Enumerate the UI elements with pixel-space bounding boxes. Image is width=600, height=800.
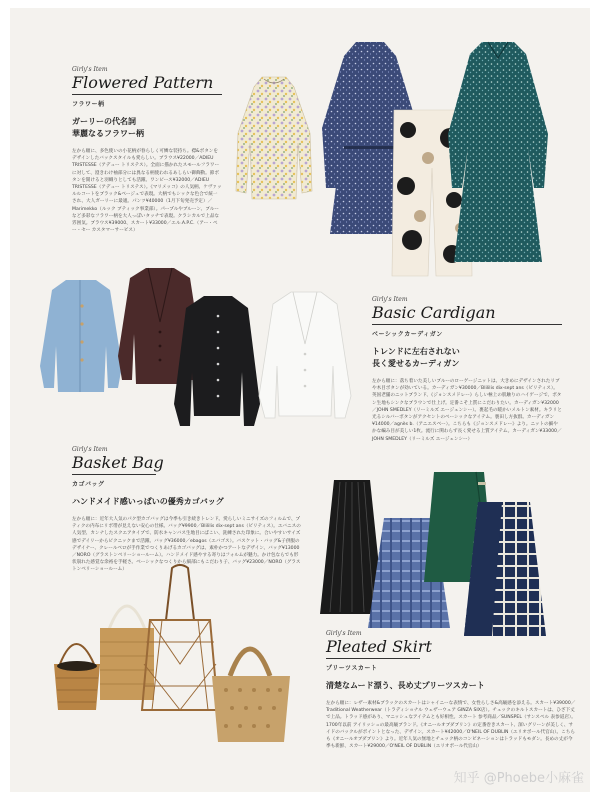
section-title: Basket Bag	[72, 453, 164, 472]
blue-cardigan-image	[36, 276, 126, 396]
lead-line-1: トレンドに左右されない	[372, 347, 460, 356]
section-kicker: Girly's Item	[72, 66, 108, 73]
section-title: Flowered Pattern	[72, 73, 214, 92]
zhihu-watermark: 知乎 @Phoebe小麻雀	[453, 771, 584, 786]
lead-line-2: 華麗なるフラワー柄	[72, 129, 144, 138]
title-rule	[72, 94, 222, 95]
section-subtitle: プリーツスカート	[326, 665, 378, 672]
section-subtitle: ベーシックカーディガン	[372, 331, 443, 338]
basic-cardigan-section	[372, 296, 562, 443]
section-lead	[72, 116, 222, 140]
section-title: Basic Cardigan	[372, 303, 496, 322]
section-kicker: Girly's Item	[72, 446, 108, 453]
section-subtitle: フラワー柄	[72, 101, 105, 108]
lead-line-1: ガーリーの代名詞	[72, 117, 136, 126]
title-rule	[72, 474, 156, 475]
magazine-page	[10, 8, 590, 792]
section-kicker: Girly's Item	[326, 630, 362, 637]
section-lead	[372, 346, 562, 370]
white-cardigan-image	[255, 288, 355, 424]
flowered-pattern-section	[72, 66, 222, 234]
section-body: 左から順に：レザー素材&ブラックのスカートはシャイニーな表情で、女性らしさ&高級感を添える。スカート¥39000／Traditional Weatherwear（トラディショナル ウェザーウェア GINZA SIX店）。チェックのキルトスカートは、ひざ下丈で上品。トラッド感があり、マニッシュなアイテムとも好相性。スカート 参考商品／SUNSPEL（サンスペル 表参道店）。1700年以前 アイリッシュの最高級ブランド。《オニールオブダブリン》の定番巻きスカート、深いグリーンが美しく、サイドのバックルがポイントとなった、デザイン。スカート¥42000／O'NEIL OF DUBLIN（エリオポール代官山）。こちらも《オニールオブダブリン》より。近年人気の無地とチェック柄のコンビネーションはトラッドもモダン。長めの丈が今季も新鮮、スカート¥29000／O'NEIL OF DUBLIN（エリオポール代官山）	[326, 701, 576, 750]
section-lead: 清楚なムード漂う、長め丈プリーツスカート	[326, 681, 485, 690]
round-basket-bag-image	[206, 626, 296, 746]
navy-check-skirt-image	[462, 500, 548, 640]
pleated-skirt-section	[326, 630, 576, 750]
black-cardigan-image	[170, 292, 264, 430]
title-rule	[372, 324, 562, 325]
floral-blouse-image	[232, 73, 316, 203]
title-rule	[326, 658, 420, 659]
lead-line-2: 長く愛せるカーディガン	[372, 359, 460, 368]
section-lead: ハンドメイド感いっぱいの優秀カゴバッグ	[72, 497, 224, 506]
section-body: 左から順に、多色使いの小花柄が春らしく可憐な装持ち。襟&ボタンをデザインしたバックスタイルも愛らしい。ブラウス¥22000／ADIEU TRISTESSE（アデュー トリステス）。全面に描かれたスモールフラワーに対して、澄きわけ袖部分には異なる柄使われるあしらい御飾動。節ボタンを開けると羽織りとしても活躍。ワンピース¥32000／ADIEU TRISTESSE（アデュー トリステス）。《マリメッコ》の人気柄、ケヴァッルルコートをブラック&ベージュで表現。大柄でもシックな色合で統一され、大人ガーリーに最適。パンツ¥40000（1月下旬発売予定）／Marimekko（ルック ブティック事業部）。パープルやブルーン、ブルーなど多彩なフラワー柄を大人っぽいタッチで表現。クラシカルで上品な雰囲気。ブラウス¥39000、スカート¥33000／エル.A.P.C.（アー・ペー・セー カスタマーサービス）	[72, 149, 222, 234]
section-subtitle: カゴバッグ	[72, 481, 105, 488]
section-title: Pleated Skirt	[326, 637, 432, 656]
basket-bag-section	[72, 446, 302, 574]
section-body: 左から順に：落ち着いた美しいブルーのローゲージニットは、大きめにデザインされたリブや木目ボタンが効いている。カーディガン¥30000／Blililis dix-sept ans（ビリティス）。英国老舗のニットブランド、《ジョンスメドレー》らしい極上の肌触りのハイゲージで、ボタン生地もシンクなブラウンで仕上げ。定番こそ上質にこだわりたい。カーディガン¥32000／JOHN SMEDLEY（リーミルズ エージェンシー）。裏起毛の暖かいメルトン素材。キラリと光るシルバーボタンがアクセントのベーシックなアイテム。裏田し方抜群。カーディガン¥14000／agnès b.（アニエスベー）。こちらも《ジョンスメドレー》より。ニットの細やかな編み目が美しい1枚。流行に関わらず長く愛せる上質アイテム。カーディガン¥33000／JOHN SMEDLEY（リーミルズ エージェンシー）	[372, 379, 562, 442]
teal-floral-dress-image	[442, 38, 554, 266]
section-kicker: Girly's Item	[372, 296, 408, 303]
section-body: 左から順に：近年大人気のパク型カゴバッグは今季も引き続きトレンド。愛らしいミニサイズのフィルムで、プティクの内布にリボ帯が見えない安心の仕様。バッグ¥9900／Blililis dix-sept ans（ビリティス）。エバニスの人気型、カンナしたスクエアタイプで、防水キャンバス生地目にぱこい、洗練された印象に。合いやすいサイズ感でデイリーからピクニックまで活躍。バッグ¥36000／ebagos（エバゴス）。バスケット・バッグ&子供服のデザイナー、クレールベロが手作業でつくりあげるカゴバッグは、素朴かつアートなデザイン、バッグ¥13000／NORO（グラストンベリーショールーム）。ハンドメイド感やする寄りはフォルムが魅力。かけ包ならでも形状崩れた感覚な余裕を手軽さ。ベーシックなつくりから細部にもこだわり子、バッグ¥23000／NORO（グラストンベリーショールーム）	[72, 517, 301, 573]
